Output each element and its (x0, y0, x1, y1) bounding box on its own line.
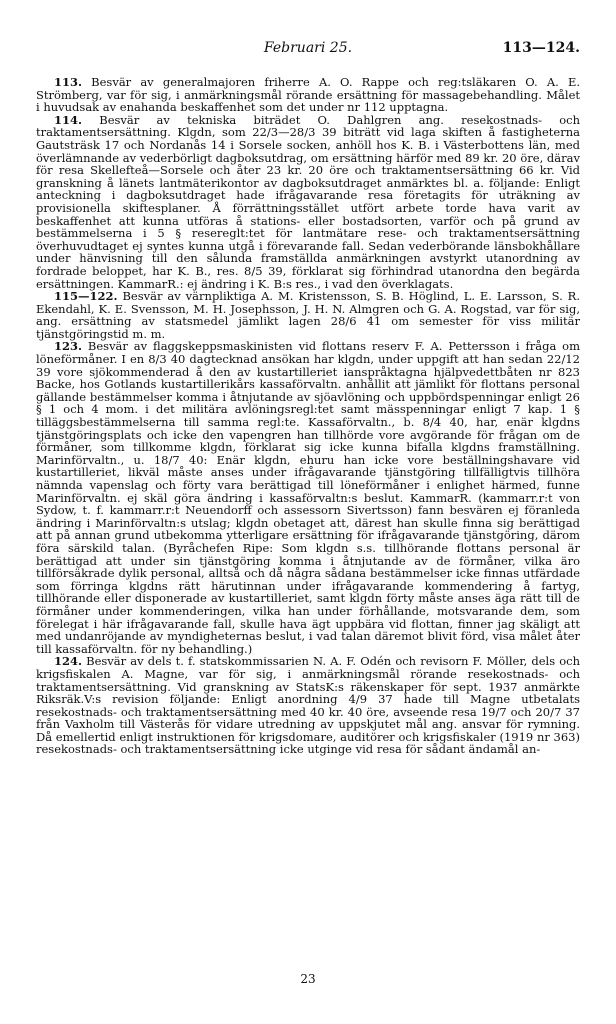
paragraph-number: 123. (54, 339, 83, 354)
paragraph-number: 114. (54, 112, 83, 127)
paragraph-number: 124. (54, 654, 83, 669)
paragraph-115-122 (36, 290, 580, 340)
paragraph-114 (36, 114, 580, 290)
page-header (36, 40, 580, 66)
paragraph-text: Besvär av tekniska biträdet O. Dahlgren ang. resekostnads- och traktamentsersättning. Klgdn, som 22/3—28/3 39 biträtt vid laga skiften å fastigheterna Gautsträsk 17 och Nordanås 14 i Sorsele socken, anhöll hos K. B. i Västerbottens län, med överlämnande av vederbörligt dagboksutdrag, om ersättning härför med 89 kr. 20 öre, därav för resa Skellefteå—Sorsele och åter 23 kr. 20 öre och traktamentsersättning 66 kr. Vid granskning å länets lantmäterikontor av dagboksutdraget anmärktes bl. a. följande: Enligt anteckning i dagboksutdraget hade ifrågavarande resa företagits för uträkning av provisionella skiftesplaner. Å förrättningsstället utfört arbete torde hava varit av beskaffenhet att kunna utföras å stations- eller bostadsorten, varför och på grund av bestämmelserna i 5 § resereglt:tet för lantmätare rese- och traktamentsersättning överhuvudtaget ej syntes kunna utgå i förevarande fall. Sedan vederbörande länsbokhållare under hänvisning till den sålunda framställda anmärkningen avstyrkt utanordning av fordrade beloppet, har K. B., res. 8/5 39, förklarat sig förhindrad utanordna den begärda ersättningen. KammarR.: ej ändring i K. B:s res., i vad den överklagats. (36, 112, 580, 291)
paragraph-124 (36, 655, 580, 756)
paragraph-number: 113. (54, 75, 83, 89)
paragraph-text: Besvär av värnpliktiga A. M. Kristensson, S. B. Höglind, L. E. Larsson, S. R. Ekendahl, K. E. Svensson, M. H. Josephsson, J. H. N. Almgren och G. A. Rogstad, var för sig, ang. ersättning av statsmedel jämlikt lagen 28/6 41 om semester för viss militär tjänstgöringstid m. m. (36, 289, 580, 341)
paragraph-123 (36, 340, 580, 655)
paragraph-text: Besvär av generalmajoren friherre A. O. Rappe och reg:tsläkaren O. A. E. Strömberg, var för sig, i anmärkningsmål rörande ersättning för massagebehandling. Målet i huvudsak av enahanda beskaffenhet som det under nr 112 upptagna. (36, 75, 581, 115)
paragraph-text: Besvär av dels t. f. statskommissarien N. A. F. Odén och revisorn F. Möller, dels och krigsfiskalen A. Magne, var för sig, i anmärkningsmål rörande resekostnads- och traktamentsersättning. Vid granskning av StatsK:s räkenskaper för sept. 1937 anmärkte Riksräk.V:s revision följande: Enligt anordning 4/9 37 hade till Magne utbetalats resekostnads- och traktamentsersättning med 40 kr. 40 öre, avseende resa 19/7 och 20/7 37 från Vaxholm till Västerås för vidare utredning av uppskjutet mål ang. ansvar för rymning. Då emellertid enligt instruktionen för krigsdomare, auditörer och krigsfiskaler (1919 nr 363) resekostnads- och traktamentsersättning icke utginge vid resa för sådant ändamål an- (36, 654, 580, 757)
page-number: 23 (300, 972, 316, 986)
paragraph-113 (36, 76, 580, 114)
paragraph-text: Besvär av flaggskeppsmaskinisten vid flottans reserv F. A. Pettersson i fråga om löneförmåner. I en 8/3 40 dagtecknad ansökan har klgdn, under uppgift att han sedan 22/12 39 vore sjökommenderad å den av kustartilleriet ianspråktagna hjälpvedettbåten nr 823 Backe, hos Gotlands kustartillerikårs kassaförvaltn. anhållit att jämlikt för flottans personal gällande bestämmelser komma i åtnjutande av sjöavlöning och uppbördspenningar enligt 26 § 1 och 4 mom. i det militära avlöningsregl:tet samt mässpenningar enligt 7 kap. 1 § tilläggsbestämmelserna till samma regl:te. Kassaförvaltn., b. 8/4 40, har, enär klgdns tjänstgöringsplats och icke den vapengren han tillhörde vore avgörande för frågan om de förmåner, som tillkomme klgdn, förklarat sig icke kunna bifalla klgdns framställning. Marinförvaltn., u. 18/7 40: Enär klgdn, ehuru han icke vore beställningshavare vid kustartilleriet, likväl måste anses under ifrågavarande tjänstgöring tillfälligtvis tillhöra nämnda vapenslag och förty vara berättigad till löneförmåner i enlighet härmed, funne Marinförvaltn. ej skäl göra ändring i kassaförvaltn:s beslut. KammarR. (kammarr.r:t von Sydow, t. f. kammarr.r:t Neuendorff och assessorn Sivertsson) fann besvären ej föranleda ändring i Marinförvaltn:s utslag; klgdn obetaget att, därest han skulle finna sig berättigad att på annan grund utbekomma ytterligare ersättning för ifrågavarande tjänstgöring, därom föra särskild talan. (Byråchefen Ripe: Som klgdn s.s. tillhörande flottans personal är berättigad att under sin tjänstgöring komma i åtnjutande av de förmåner, vilka äro tillförsäkrade dylik personal, alltså och då några sådana bestämmelser icke finnas utfärdade som förringa klgdns rätt härutinnan under ifrågavarande kommendering å fartyg, tillhörande eller disponerade av kustartilleriet, samt klgdn förty måste anses äga rätt till de förmåner under kommenderingen, vilka han under förhållande, motsvarande dem, som förelegat i här ifrågavarande fall, skulle hava ägt uppbära vid flottan, finner jag skäligt att med undanröjande av myndigheternas beslut, i vad talan däremot blivit förd, visa målet åter till kassaförvaltn. för ny behandling.) (36, 339, 581, 656)
running-title: Februari 25. (263, 40, 353, 56)
page-range: 113—124. (502, 40, 580, 56)
document-body (36, 76, 580, 756)
paragraph-number: 115—122. (54, 289, 118, 304)
